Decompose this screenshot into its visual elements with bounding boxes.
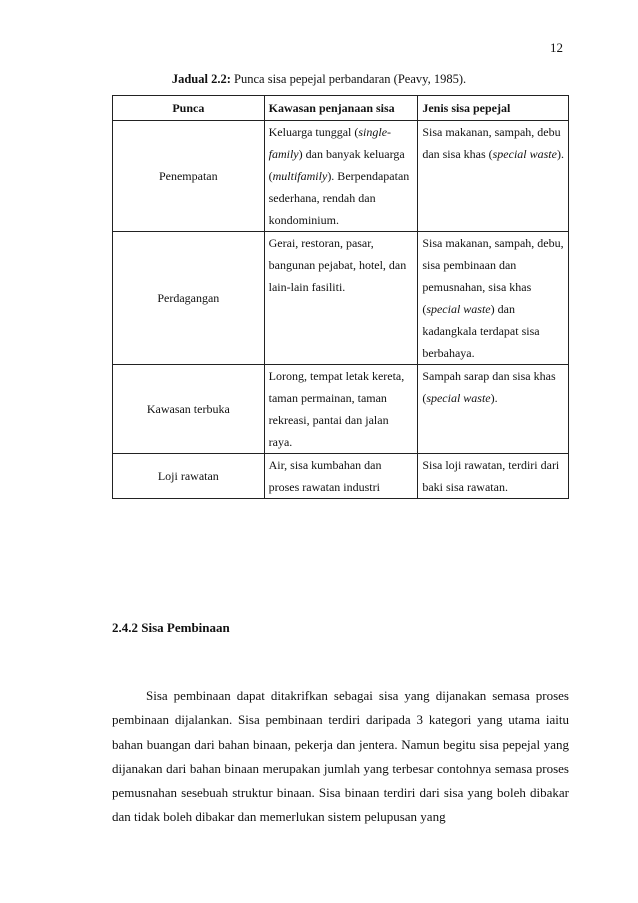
cell-type: Sisa makanan, sampah, debu dan sisa khas (special waste). [418,121,569,232]
table-caption-text: Punca sisa pepejal perbandaran (Peavy, 1985). [230,72,467,86]
cell-area: Gerai, restoran, pasar, bangunan pejabat, hotel, dan lain-lain fasiliti. [264,232,418,365]
page-number: 12 [550,40,563,55]
header-type: Jenis sisa pepejal [418,96,569,121]
header-area: Kawasan penjanaan sisa [264,96,418,121]
cell-type: Sisa makanan, sampah, debu, sisa pembinaan dan pemusnahan, sisa khas (special waste) dan kadangkala terdapat sisa berbahaya. [418,232,569,365]
body-paragraph [112,684,569,830]
cell-area: Keluarga tunggal (single-family) dan banyak keluarga (multifamily). Berpendapatan sederhana, rendah dan kondominium. [264,121,418,232]
table-row [113,232,569,365]
cell-source: Loji rawatan [113,454,265,499]
cell-area: Air, sisa kumbahan dan proses rawatan industri [264,454,418,499]
cell-source: Kawasan terbuka [113,365,265,454]
table-row [113,365,569,454]
header-source: Punca [113,96,265,121]
paragraph-text: Sisa pembinaan dapat ditakrifkan sebagai sisa yang dijanakan semasa proses pembinaan dijalankan. Sisa pembinaan terdiri daripada 3 kategori yang utama iaitu bahan buangan dari bahan binaan, pekerja dan jentera. Namun begitu sisa pepejal yang dijanakan dari bahan binaan merupakan jumlah yang terbesar contohnya semasa proses pemusnahan sesebuah struktur binaan. Sisa binaan terdiri dari sisa yang boleh dibakar dan tidak boleh dibakar dan memerlukan sistem pelupusan yang [112,688,569,825]
solid-waste-source-table [112,95,569,499]
cell-source: Penempatan [113,121,265,232]
cell-source: Perdagangan [113,232,265,365]
table-row [113,121,569,232]
table-caption-label: Jadual 2.2: [171,72,231,86]
cell-type: Sampah sarap dan sisa khas (special waste). [418,365,569,454]
cell-type: Sisa loji rawatan, terdiri dari baki sisa rawatan. [418,454,569,499]
section-heading: 2.4.2 Sisa Pembinaan [112,620,230,635]
cell-area: Lorong, tempat letak kereta, taman permainan, taman rekreasi, pantai dan jalan raya. [264,365,418,454]
table-header-row [113,96,569,121]
table-row [113,454,569,499]
table-caption [0,72,638,87]
